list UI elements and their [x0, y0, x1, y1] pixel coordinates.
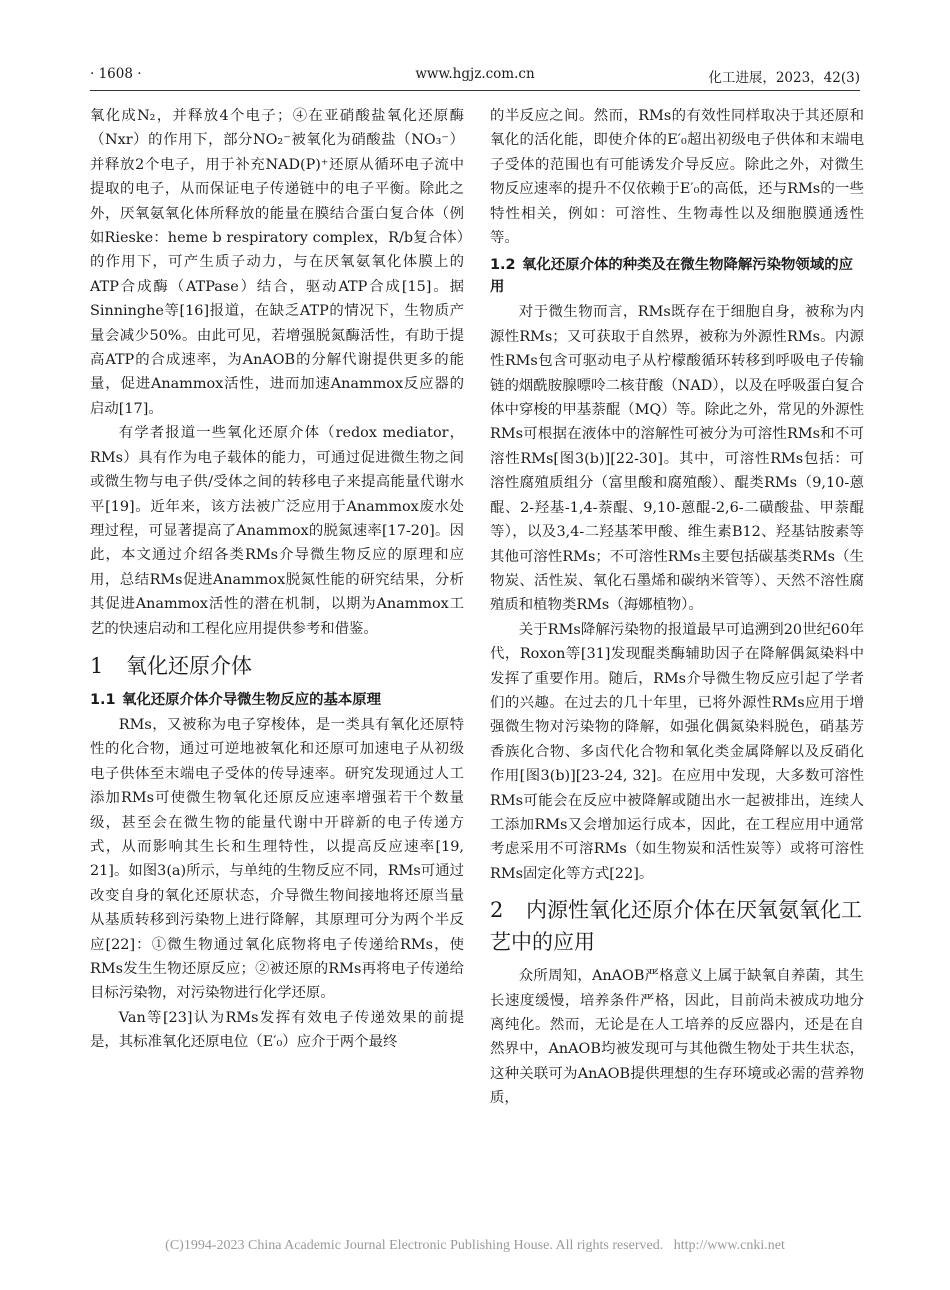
section-number: 1 — [90, 653, 104, 678]
subsection-number: 1.2 — [490, 257, 516, 274]
section-number: 2 — [490, 898, 504, 923]
journal-info: 化工进展，2023，42(3) — [708, 70, 860, 86]
paragraph: 的半反应之间。然而，RMs的有效性同样取决于其还原和氧化的活化能，即使介体的E′₀超出初级电子供体和末端电子受体的范围也有可能诱发介导反应。除此之外，对微生物反应速率的提升不仅依赖于E′₀的高低，还与RMs的一些特性相关，例如：可溶性、生物毒性以及细胞膜通透性等。 — [490, 108, 864, 247]
subsection-heading — [490, 254, 864, 298]
page-number: · 1608 · — [90, 66, 142, 82]
journal-url[interactable]: www.hgjz.com.cn — [415, 66, 535, 82]
left-column — [90, 104, 464, 1055]
section-title: 氧化还原介体 — [126, 653, 252, 678]
paragraph: 关于RMs降解污染物的报道最早可追溯到20世纪60年代，Roxon等[31]发现醌类酶辅助因子在降解偶氮染料中发挥了重要作用。随后，RMs介导微生物反应引起了学者们的兴趣。在过去的几十年里，已将外源性RMs应用于增强微生物对污染物的降解，如强化偶氮染料脱色，硝基芳香族化合物、多卤代化合物和氧化类金属降解以及反硝化作用[图3(b)][23-24, 32]。在应用中发现，大多数可溶性RMs可能会在反应中被降解或随出水一起被排出，连续人工添加RMs又会增加运行成本，因此，在工程应用中通常考虑采用不可溶RMs（如生物炭和活性炭等）或将可溶性RMs固定化等方式[22]。 — [490, 621, 864, 882]
copyright-text: (C)1994-2023 China Academic Journal Electronic Publishing House. All rights reserved. — [165, 1238, 664, 1253]
header-rule — [90, 90, 860, 91]
section-heading — [90, 651, 464, 681]
paragraph: 众所周知，AnAOB严格意义上属于缺氧自养菌，其生长速度缓慢，培养条件严格，因此，目前尚未被成功地分离纯化。然而，无论是在人工培养的反应器内，还是在自然界中，AnAOB均被发现可与其他微生物处于共生状态，这种关联可为AnAOB提供理想的生存环境或必需的营养物质， — [490, 968, 864, 1107]
section-heading — [490, 894, 864, 958]
paragraph: 氧化成N₂，并释放4个电子；④在亚硝酸盐氧化还原酶（Nxr）的作用下，部分NO₂⁻被氧化为硝酸盐（NO₃⁻）并释放2个电子，用于补充NAD(P)⁺还原从循环电子流中提取的电子，从而保证电子传递链中的电子平衡。除此之外，厌氧氨氧化体所释放的能量在膜结合蛋白复合体（例如Rieske：heme b respiratory complex，R/b复合体）的作用下，可产生质子动力，与在厌氧氨氧化体膜上的ATP合成酶（ATPase）结合，驱动ATP合成[15]。据Sinninghe等[16]报道，在缺乏ATP的情况下，生物质产量会减少50%。由此可见，若增强脱氮酶活性，有助于提高ATP的合成速率，为AnAOB的分解代谢提供更多的能量，促进Anammox活性，进而加速Anammox反应器的启动[17]。 — [90, 108, 464, 417]
subsection-heading — [90, 689, 464, 711]
subsection-title: 氧化还原介体的种类及在微生物降解污染物领域的应用 — [490, 257, 853, 296]
subsection-number: 1.1 — [90, 691, 116, 708]
paragraph: 有学者报道一些氧化还原介体（redox mediator，RMs）具有作为电子载体的能力，可通过促进微生物之间或微生物与电子供/受体之间的转移电子来提高能量代谢水平[19]。近年来，该方法被广泛应用于Anammox废水处理过程，可显著提高了Anammox的脱氮速率[17-20]。因此，本文通过介绍各类RMs介导微生物反应的原理和应用，总结RMs促进Anammox脱氮性能的研究结果，分析其促进Anammox活性的潜在机制，以期为Anammox工艺的快速启动和工程化应用提供参考和借鉴。 — [90, 425, 464, 637]
subsection-title: 氧化还原介体介导微生物反应的基本原理 — [122, 691, 382, 708]
right-column — [490, 104, 864, 1111]
paragraph: 对于微生物而言，RMs既存在于细胞自身，被称为内源性RMs；又可获取于自然界，被称为外源性RMs。内源性RMs包含可驱动电子从柠檬酸循环转移到呼吸电子传输链的烟酰胺腺嘌呤二核苷酸（NAD），以及在呼吸蛋白复合体中穿梭的甲基萘醌（MQ）等。除此之外，常见的外源性RMs可根据在液体中的溶解性可被分为可溶性RMs和不可溶性RMs[图3(b)][22-30]。其中，可溶性RMs包括：可溶性腐殖质组分（富里酸和腐殖酸）、醌类RMs（9,10-蒽醌、2-羟基-1,4-萘醌、9,10-蒽醌-2,6-二磺酸盐、甲萘醌等），以及3,4-二羟基苯甲酸、维生素B12、羟基钴胺素等其他可溶性RMs；不可溶性RMs主要包括碳基类RMs（生物炭、活性炭、氧化石墨烯和碳纳米管等）、天然不溶性腐殖质和植物类RMs（海娜植物）。 — [490, 304, 864, 614]
cnki-link[interactable]: http://www.cnki.net — [673, 1238, 785, 1253]
paragraph: Van等[23]认为RMs发挥有效电子传递效果的前提是，其标准氧化还原电位（E′₀）应介于两个最终 — [90, 1009, 464, 1051]
section-title: 内源性氧化还原介体在厌氧氨氧化工艺中的应用 — [490, 898, 862, 955]
paragraph: RMs，又被称为电子穿梭体，是一类具有氧化还原特性的化合物，通过可逆地被氧化和还原可加速电子从初级电子供体至末端电子受体的传导速率。研究发现通过人工添加RMs可使微生物氧化还原反应速率增强若干个数量级，甚至会在微生物的能量代谢中开辟新的电子传递方式，从而影响其生长和生理特性，以提高反应速率[19, 21]。如图3(a)所示，与单纯的生物反应不同，RMs可通过改变自身的氧化还原状态，介导微生物间接地将还原当量从基质转移到污染物上进行降解，其原理可分为两个半反应[22]：①微生物通过氧化底物将电子传递给RMs，使RMs发生生物还原反应；②被还原的RMs再将电子传递给目标污染物，对污染物进行化学还原。 — [90, 716, 464, 1002]
copyright-footer — [0, 1238, 950, 1254]
page-header — [90, 66, 860, 88]
